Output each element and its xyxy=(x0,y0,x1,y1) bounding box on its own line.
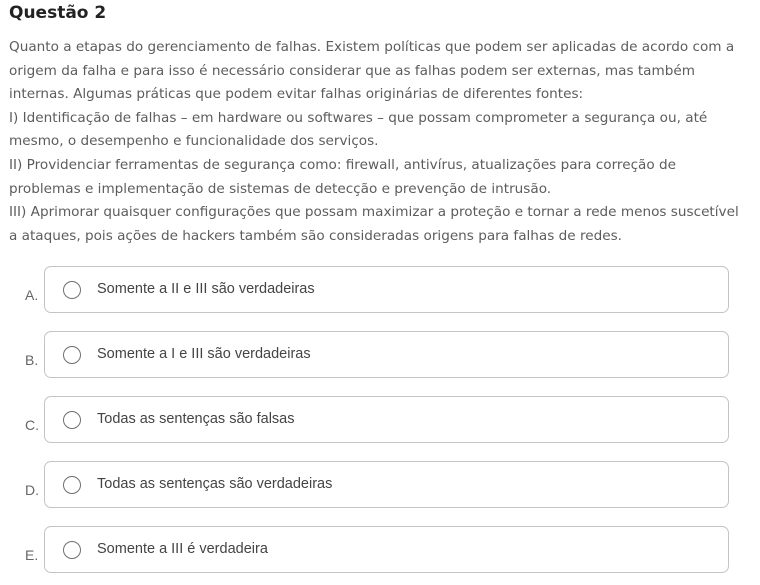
radio-button[interactable] xyxy=(63,281,81,299)
answer-option-b xyxy=(0,331,760,379)
statement-line: III) Aprimorar quaisquer configurações que possam maximizar a proteção e tornar a rede menos suscetível xyxy=(9,204,739,221)
radio-button[interactable] xyxy=(63,476,81,494)
question-title: Questão 2 xyxy=(9,3,107,23)
option-letter: D. xyxy=(25,482,39,498)
statement-line: origem da falha e para isso é necessário considerar que as falhas podem ser externas, mas também xyxy=(9,62,695,79)
statement-line: a ataques, pois ações de hackers também são consideradas origens para falhas de redes. xyxy=(9,227,623,244)
option-e-button[interactable] xyxy=(44,526,729,573)
answer-option-e xyxy=(0,526,760,574)
radio-button[interactable] xyxy=(63,346,81,364)
option-letter: B. xyxy=(25,352,39,368)
option-text: Todas as sentenças são falsas xyxy=(97,411,295,427)
statement-line: II) Providenciar ferramentas de segurança como: firewall, antivírus, atualizações para correção de xyxy=(9,156,677,173)
statement-line: problemas e implementação de sistemas de detecção e prevenção de intrusão. xyxy=(9,180,552,197)
option-text: Somente a I e III são verdadeiras xyxy=(97,346,311,362)
option-letter: C. xyxy=(25,417,39,433)
answer-option-d xyxy=(0,461,760,509)
radio-button[interactable] xyxy=(63,411,81,429)
statement-line: I) Identificação de falhas – em hardware ou softwares – que possam comprometer a segurança ou, até xyxy=(9,109,708,126)
statement-line: Quanto a etapas do gerenciamento de falhas. Existem políticas que podem ser aplicadas de acordo com a xyxy=(9,39,735,55)
answer-option-a xyxy=(0,266,760,314)
statement-line: mesmo, o desempenho e funcionalidade dos serviços. xyxy=(9,133,379,150)
statement-line: internas. Algumas práticas que podem evitar falhas originárias de diferentes fontes: xyxy=(9,86,584,103)
question-statement xyxy=(9,36,759,248)
option-d-button[interactable] xyxy=(44,461,729,508)
option-text: Somente a III é verdadeira xyxy=(97,541,268,557)
option-letter: A. xyxy=(25,287,39,303)
option-a-button[interactable] xyxy=(44,266,729,313)
option-b-button[interactable] xyxy=(44,331,729,378)
option-c-button[interactable] xyxy=(44,396,729,443)
option-letter: E. xyxy=(25,547,39,563)
option-text: Somente a II e III são verdadeiras xyxy=(97,281,315,297)
radio-button[interactable] xyxy=(63,541,81,559)
option-text: Todas as sentenças são verdadeiras xyxy=(97,476,333,492)
answer-option-c xyxy=(0,396,760,444)
